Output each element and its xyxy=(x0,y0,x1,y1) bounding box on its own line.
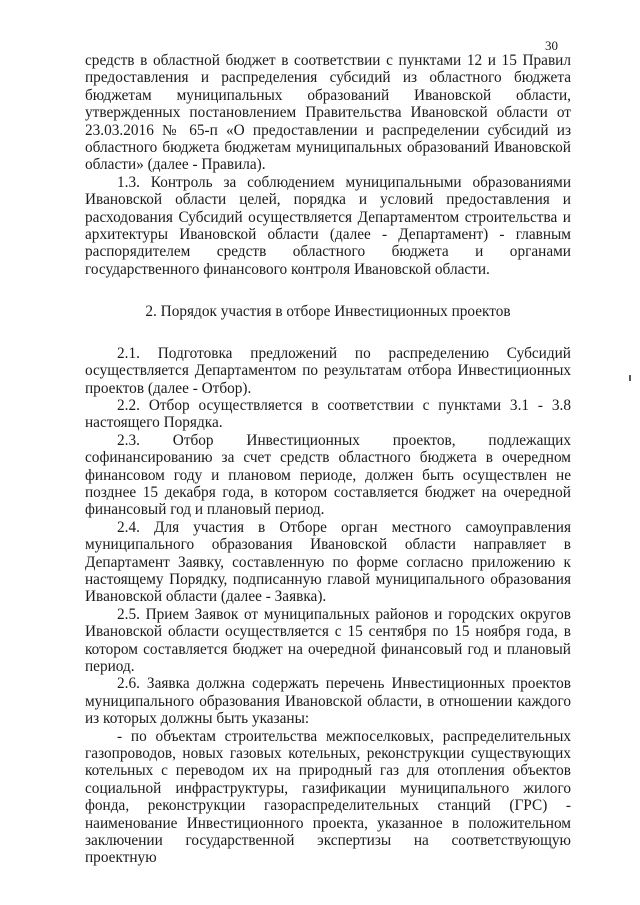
section-heading: 2. Порядок участия в отборе Инвестиционных проектов xyxy=(145,303,511,321)
paragraph-1-3: 1.3. Контроль за соблюдением муниципальными образованиями Ивановской области целей, порядка и условий предоставления и расходования Субсидий осуществляется Департаментом строительства и архитектуры Ивановской области (далее - Департамент) - главным распорядителем средств областного бюджета и органами государственного финансового контроля Ивановской области. xyxy=(85,173,571,278)
paragraph-2-2: 2.2. Отбор осуществляется в соответствии с пунктами 3.1 - 3.8 настоящего Порядка. xyxy=(85,396,571,432)
paragraph-2-6: 2.6. Заявка должна содержать перечень Инвестиционных проектов муниципального образования Ивановской области, в отношении каждого из которых должны быть указаны: xyxy=(85,675,571,728)
scan-mark xyxy=(629,375,631,381)
paragraph-2-4: 2.4. Для участия в Отборе орган местного самоуправления муниципального образования Ивановской области направляет в Департамент Заявку, составленную по форме согласно приложению к настоящему Порядку, подписанную главой муниципального образования Ивановской области (далее - Заявка). xyxy=(85,518,571,606)
page-number: 30 xyxy=(545,38,558,53)
document-body xyxy=(85,52,571,867)
paragraph-2-1: 2.1. Подготовка предложений по распределению Субсидий осуществляется Департаментом по результатам отбора Инвестиционных проектов (далее - Отбор). xyxy=(85,344,571,397)
paragraph-2-5: 2.5. Прием Заявок от муниципальных районов и городских округов Ивановской области осуществляется с 15 сентября по 15 ноября года, в котором составляется бюджет на очередной финансовый год и плановый период. xyxy=(85,605,571,675)
paragraph-intro: средств в областной бюджет в соответствии с пунктами 12 и 15 Правил предоставления и распределения субсидий из областного бюджета бюджетам муниципальных образований Ивановской области, утвержденных постановлением Правительства Ивановской области от 23.03.2016 № 65-п «О предоставлении и распределении субсидий из областного бюджета бюджетам муниципальных образований Ивановской области» (далее - Правила). xyxy=(85,52,571,174)
paragraph-bullet-gas: - по объектам строительства межпоселковых, распределительных газопроводов, новых газовых котельных, реконструкции существующих котельных с переводом их на природный газ для отопления объектов социальной инфраструктуры, газификации муниципального жилого фонда, реконструкции газораспределительных станций (ГРС) - наименование Инвестиционного проекта, указанное в положительном заключении государственной экспертизы на соответствующую проектную xyxy=(85,727,571,867)
paragraph-2-3: 2.3. Отбор Инвестиционных проектов, подлежащих софинансированию за счет средств областного бюджета в очередном финансовом году и плановом периоде, должен быть осуществлен не позднее 15 декабря года, в котором составляется бюджет на очередной финансовый год и плановый период. xyxy=(85,431,571,519)
